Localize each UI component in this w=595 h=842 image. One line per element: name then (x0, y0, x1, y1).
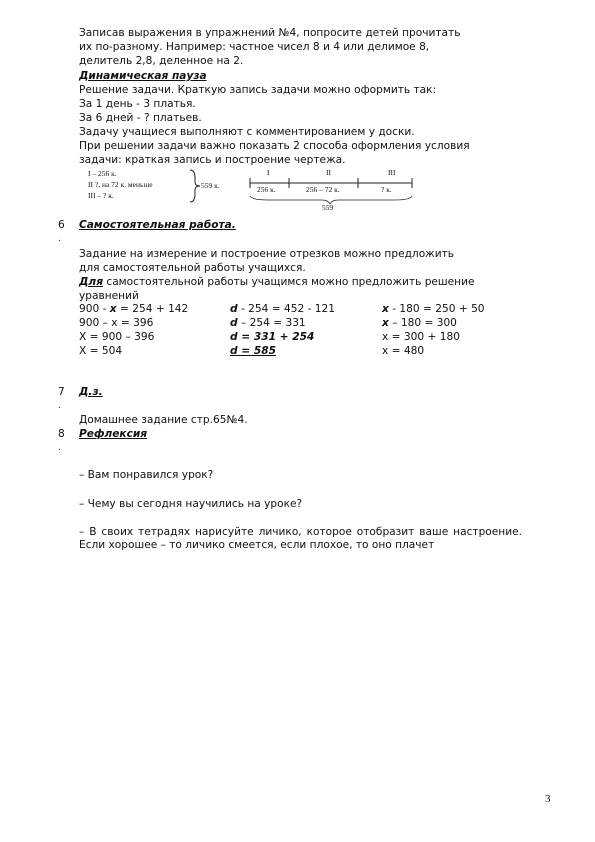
scheme-seg-II: II (326, 168, 331, 177)
intro-line-2: их по-разному. Например: частное чисел 8 и 4 или делимое 8, (79, 41, 430, 53)
section-8-number: 8 (58, 428, 65, 440)
section-8-title: Рефлексия (79, 428, 148, 440)
task-line-4: Задачу учащиеся выполняют с комментированием у доски. (79, 126, 415, 138)
task-line-3: За 6 дней - ? платьев. (79, 112, 202, 124)
eq-col3-row3: x = 300 + 180 (382, 331, 460, 343)
scheme-brace-total: 559 к. (201, 181, 220, 190)
section-6-p1-line-1: Задание на измерение и построение отрезков можно предложить (79, 248, 455, 260)
section-6-p2-italic: Для (79, 276, 103, 288)
section-8-dot: . (58, 443, 61, 453)
task-line-1: Решение задачи. Краткую запись задачи можно оформить так: (79, 84, 437, 96)
scheme-row-2: II ?, на 72 к. меньше (88, 180, 153, 189)
section-6-p2-line-2: уравнений (79, 290, 139, 302)
section-6-p1-line-2: для самостоятельной работы учащихся. (79, 262, 306, 274)
scheme-seg-I: I (267, 168, 270, 177)
scheme-row-3: III – ? к. (88, 191, 114, 200)
scheme-val-III: ? к. (381, 185, 392, 194)
task-line-2: За 1 день - 3 платья. (79, 98, 196, 110)
eq-col2-row1: d - 254 = 452 - 121 (230, 303, 335, 315)
eq-col3-row4: x = 480 (382, 345, 425, 357)
section-7-dot: . (58, 401, 61, 411)
intro-line-3: делитель 2,8, деленное на 2. (79, 55, 244, 67)
section-7-text: Домашнее задание стр.65№4. (79, 414, 248, 426)
reflection-question-1: – Вам понравился урок? (79, 469, 214, 481)
dynamic-pause-heading: Динамическая пауза (79, 70, 207, 82)
section-6-p2-rest: самостоятельной работы учащимся можно предложить решение (103, 276, 475, 288)
section-6-title: Самостоятельная работа. (79, 219, 236, 231)
eq-col2-row4: d = 585 (230, 345, 276, 357)
section-7-title: Д.з. (79, 386, 103, 398)
intro-line-1: Записав выражения в упражнений №4, попросите детей прочитать (79, 27, 461, 39)
section-6-number: 6 (58, 219, 65, 231)
reflection-question-3: – В своих тетрадях нарисуйте личико, которое отобразит ваше настроение. Если хорошее – то личико смеется, если плохое, то оно плачет (79, 526, 522, 551)
scheme-brace (190, 170, 200, 202)
section-6-p2-line-1 (79, 276, 474, 289)
eq-col3-row1: x - 180 = 250 + 50 (382, 303, 485, 315)
scheme-val-II: 256 – 72 к. (306, 185, 340, 194)
task-line-5: При решении задачи важно показать 2 способа оформления условия (79, 140, 470, 152)
eq-col1-row4: X = 504 (79, 345, 123, 357)
scheme-row-1: I – 256 к. (88, 169, 117, 178)
eq-col1-row3: X = 900 – 396 (79, 331, 155, 343)
section-7-number: 7 (58, 386, 65, 398)
eq-col3-row2: x – 180 = 300 (382, 317, 457, 329)
eq-col2-row3: d = 331 + 254 (230, 331, 315, 343)
section-6-dot: . (58, 234, 61, 244)
eq-col2-row2: d – 254 = 331 (230, 317, 306, 329)
scheme-val-I: 256 к. (257, 185, 276, 194)
eq-col1-row1: 900 - x = 254 + 142 (79, 303, 189, 315)
eq-col1-row2: 900 – x = 396 (79, 317, 154, 329)
reflection-question-2: – Чему вы сегодня научились на уроке? (79, 498, 303, 510)
page-number: 3 (545, 793, 551, 805)
scheme-total: 559 (322, 203, 334, 212)
task-line-6: задачи: краткая запись и построение чертежа. (79, 154, 346, 166)
scheme-seg-III: III (388, 168, 396, 177)
